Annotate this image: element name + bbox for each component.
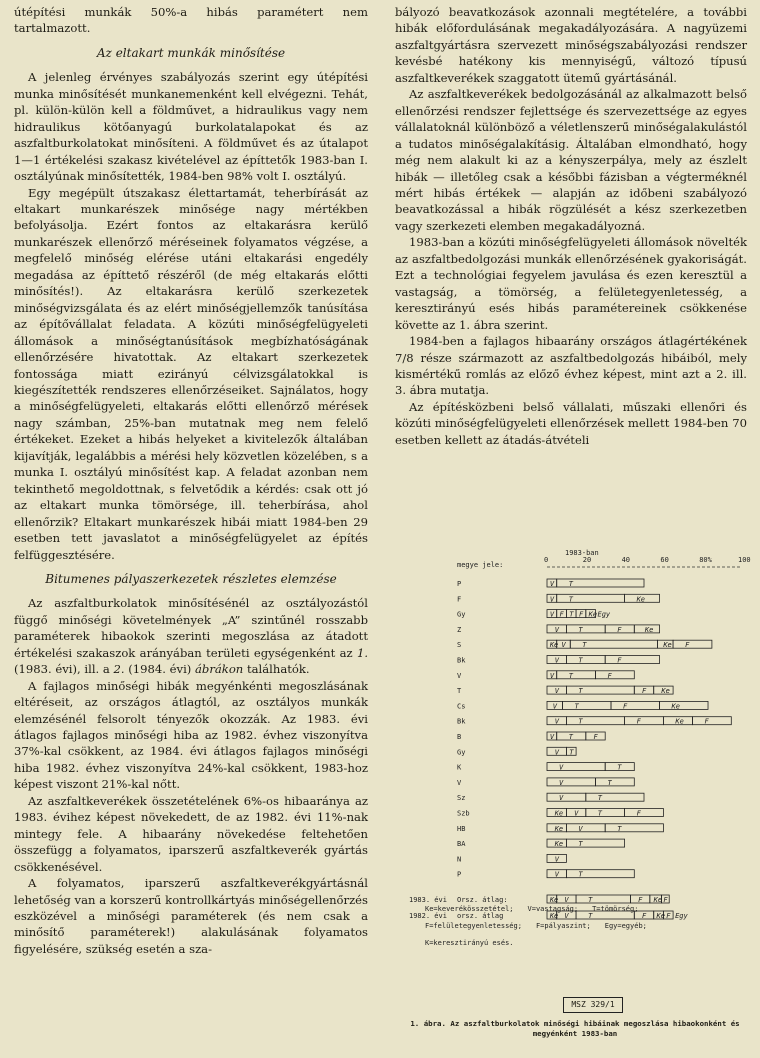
paragraph: A folyamatos, iparszerű aszfaltkeverékgyártásnál lehetőség van a korszerű kontrollkártyás minőségellenőrzés eszközével a minőségi paraméterek (és nem csak a minősítő paraméterek!) alakulásának folyamatos figyelésére, szükség esetén a sza-: [14, 876, 368, 956]
tick-label: 0: [544, 556, 549, 564]
category-label: Gy: [457, 748, 466, 757]
category-label: HB: [457, 824, 466, 833]
bar-segment: [566, 824, 605, 832]
summary-year-label: 1982. évi: [409, 912, 447, 920]
summary-year-label: 1983. évi: [409, 896, 447, 904]
summary-bar-segment-label: F: [663, 896, 668, 904]
legend-row: [425, 939, 745, 947]
figure-ref: ábrákon: [195, 662, 244, 677]
bar-segment: [547, 778, 596, 786]
summary-bar-segment-label: Ke: [549, 896, 559, 904]
category-label: P: [457, 870, 462, 879]
bar-segment: [566, 686, 634, 694]
bar-segment: [547, 763, 605, 771]
bar-segment-label: F: [578, 610, 584, 619]
bar-segment: [566, 656, 605, 664]
summary-label: Orsz. átlag:: [457, 896, 508, 904]
bar-segment: [586, 809, 625, 817]
bar-segment-label: V: [559, 794, 564, 803]
paragraph: Az aszfaltkeverékek összetételének 6%-os hibaaránya az 1983. évihez képest növekedett, de az 1982. évi 11%-nak mintegy fele. A hibaarány növekedése feltehetően összefügg a folyamatos, iparszerű aszfaltkeverék gyártás csökkenésével.: [14, 793, 368, 874]
bar-segment-label: Ke: [554, 840, 564, 849]
category-label: B: [457, 733, 462, 741]
legend-item: Egy=egyéb;: [604, 922, 647, 930]
bar-segment: [563, 701, 612, 709]
tick-label: 40: [621, 556, 631, 564]
bar-segment-label: F: [623, 702, 628, 711]
bar-segment-label: F: [607, 671, 612, 680]
bar-segment-label: Egy: [597, 610, 611, 619]
bar-segment-label: F: [636, 717, 641, 726]
bar-segment-label: V: [554, 687, 559, 696]
bar-segment-label: T: [568, 671, 573, 680]
category-label: Bk: [457, 656, 466, 665]
bar-segment-label: T: [568, 595, 573, 604]
legend-item: Ke=keverékösszetétel;: [425, 905, 514, 913]
bar-segment: [596, 778, 635, 786]
bar-segment-label: Ke: [554, 824, 564, 833]
bar-segment: [566, 870, 634, 878]
bar-segment-label: Ke: [588, 610, 598, 619]
paragraph: Az aszfaltkeverékek bedolgozásánál az alkalmazott belső ellenőrzési rendszer fejlettsége és szervezettsége az egyes vállalatoknál különböző a véletlenszerű minőségalakulástól a tudatos minőségalakításig. Általában elmondható, hogy még nem alakult ki az a kényszerpálya, mely az észlelt hibák — illetőleg csak a későbbi fázisban a végterméknél mért hibás értékek — alapján az időbeni szabályozó beavatkozással a hibák rögzülését a kész szerkezetben vagy szerkezeti elemben megakadályozná.: [395, 87, 747, 233]
category-label: Gy: [457, 610, 466, 619]
legend-item: V=vastagság;: [527, 905, 579, 913]
paragraph: A fajlagos minőségi hibák megyénkénti megoszlásának eltéréseit, az országos átlagtól, az osztályos munkák elemzésénél felsorolt tényezők okozzák. Az 1983. évi átlagos fajlagos minőségi hiba az 1982. évhez viszonyítva 37%-kal csökkent, az 1984. évi átlagos fajlagos minőségi hiba 1982. évhez viszonyítva 24%-kal csökkent, 1983-hoz képest viszont 21%-kal nőtt.: [14, 678, 368, 792]
bar-segment: [693, 717, 732, 725]
bar-segment-label: Ke: [549, 641, 559, 650]
bar-segment: [547, 793, 586, 801]
bar-segment-label: V: [554, 625, 559, 634]
left-column: [14, 4, 368, 957]
summary-label: orsz. átlag: [457, 912, 504, 920]
bar-segment-label: F: [593, 733, 598, 741]
right-column: [395, 4, 747, 448]
bar-segment-label: F: [559, 610, 564, 619]
bar-segment-label: F: [685, 641, 690, 650]
bar-segment-label: Ke: [644, 625, 654, 634]
bar-segment-label: T: [607, 778, 612, 787]
tick-label: 20: [582, 556, 592, 564]
bar-segment-label: V: [549, 733, 555, 741]
bar-segment-label: T: [578, 625, 583, 634]
section-heading-hidden-works: Az eltakart munkák minősítése: [96, 45, 286, 60]
bar-segment-label: T: [578, 870, 583, 879]
paragraph-figures-ref: [14, 595, 368, 677]
summary-bar-segment-label: T: [588, 896, 593, 904]
bar-segment-label: V: [554, 717, 559, 726]
bar-segment-label: Ke: [636, 595, 646, 604]
figure-ref: 1.: [356, 645, 368, 660]
category-label: N: [457, 855, 462, 864]
figure-ref: 2.: [113, 662, 125, 677]
chart-legend: [425, 905, 745, 956]
category-label: P: [457, 580, 462, 588]
bar-segment: [596, 671, 635, 679]
bar-segment: [605, 656, 659, 664]
category-label: T: [457, 687, 462, 696]
bar-segment-label: T: [574, 702, 579, 711]
tick-label: 100: [738, 556, 751, 564]
summary-bar-segment-label: Ke: [653, 896, 663, 904]
bar-segment-label: T: [578, 717, 583, 726]
bar-segment: [566, 717, 624, 725]
bar-segment: [557, 671, 596, 679]
bar-segment-label: Ke: [675, 717, 684, 726]
bar-segment: [566, 839, 624, 847]
bar-segment-label: V: [554, 855, 559, 864]
summary-bar-segment-label: F: [642, 912, 647, 920]
bar-segment-label: T: [617, 763, 622, 772]
bar-segment: [566, 625, 605, 633]
bar-segment-label: Ke: [663, 641, 672, 650]
bar-segment: [605, 824, 663, 832]
category-label: V: [457, 778, 462, 787]
text-run: találhatók.: [243, 662, 310, 677]
bar-segment-label: T: [597, 794, 603, 803]
bar-segment: [660, 701, 709, 709]
summary-bar-segment: [576, 895, 630, 903]
bar-segment-label: V: [549, 610, 555, 619]
bar-segment: [625, 809, 664, 817]
bar-segment-label: F: [642, 687, 647, 696]
bar-segment-label: V: [561, 641, 566, 650]
bar-segment-label: F: [704, 717, 709, 726]
bar-segment-label: V: [549, 595, 555, 604]
standard-stamp: MSZ 329/1: [563, 997, 623, 1013]
bar-segment-label: V: [559, 778, 564, 787]
bar-segment: [557, 594, 625, 602]
bar-segment-label: Ke: [671, 702, 680, 711]
bar-segment-label: T: [569, 748, 574, 757]
bar-segment-label: V: [578, 824, 583, 833]
bar-segment-label: V: [549, 580, 555, 588]
category-label: Sz: [457, 794, 466, 803]
text-run: (1984. évi): [124, 662, 195, 677]
legend-item: F=felületegyenletesség;: [425, 922, 522, 930]
summary-bar-segment-label: F: [638, 896, 643, 904]
bar-segment-label: T: [617, 824, 622, 833]
bar-segment-label: V: [554, 656, 559, 665]
category-label: Bk: [457, 717, 466, 726]
legend-item: F=pályaszint;: [535, 922, 591, 930]
bar-segment-label: T: [578, 840, 583, 849]
chart-title: 1983-ban: [565, 549, 599, 557]
paragraph: Az építésközbeni belső vállalati, műszaki ellenőri és közúti minőségfelügyeleti ellenőrzések mellett 1984-ben 70 esetben kellett az átadás-átvételi: [395, 399, 747, 447]
legend-row: [425, 905, 745, 913]
paragraph: 1983-ban a közúti minőségfelügyeleti állomások növelték az aszfaltbedolgozási munkák ellenőrzésének gyakoriságát. Ezt a technológiai fegyelem javulása és ezen keresztül a vastagság, a tömörség, a felületegyenletesség, a keresztirányú esés hibás paramétereinek csökkenése követte az 1. ábra szerint.: [395, 235, 747, 332]
summary-bar-segment-label: Egy: [675, 912, 688, 920]
bar-segment-label: V: [549, 671, 555, 680]
paragraph: bályozó beavatkozások azonnali megtételére, a további hibák előfordulásának megakadályozására. A nagyüzemi aszfaltgyártásra szervezett minőségszabályozási rendszer kevésbé hatékony kis mennyiségű, változó típusú aszfaltkeverékek szaggatott ütemű gyártásánál.: [395, 5, 747, 85]
paragraph: Egy megépült útszakasz élettartamát, teherbírását az eltakart munkarészek minősége nagy mértékben befolyásolja. Ezért fontos az eltakarásra kerülő munkarészek ellenőrző méréseinek folyamatos végzése, a megfelelő minőség elérése utáni eltakarási engedély megadása az építtető részéről (de még eltakarás előtti minősítés!). Az eltakarásra kerülő szerkezetek minőségvizsgálata és az elért minőségjellemzők tanúsítása az építővállalat feladata. A közúti minőségfelügyeleti állomások a minőségtanúsítások megbízhatóságának ellenőrzésére hivatottak. Az eltakart szerkezetek fontossága miatt ezirányú célvizsgálatokkal is kiegészítették rendszeres ellenőrzéseiket. Sajnálatos, hogy a minőségfelügyeleti, eltakarás előtti ellenőrző mérések nagy számban, 25%-ban mutatnak meg nem felelő értékeket. Ezeket a hibás helyeket a kivitelezők általában kijavítják, legalábbis a mérési hely közvetlen közelében, s a munka I. osztályú minősítést kap. A feladat azonban nem tekinthető megoldottnak, s felvetődik a kérdés: csak ott jó az eltakart munka tömörsége, ill. teherbírása, ahol ellenőrzik? Eltakart munkarészek hibái miatt 1984-ben 29 esetben tett javaslatot a minőségfelügyelet az építés felfüggesztésére.: [14, 185, 368, 562]
category-label: K: [457, 763, 462, 772]
bar-segment-label: V: [552, 702, 557, 711]
bar-segment: [625, 717, 664, 725]
bar-segment-label: T: [568, 733, 573, 741]
legend-row: [425, 922, 745, 930]
figure-caption: 1. ábra. Az aszfaltburkolatok minőségi hibáinak megoszlása hibaokonként és megyénként 1983-ban: [410, 1019, 740, 1038]
bar-segment: [611, 701, 660, 709]
category-label: Cs: [457, 702, 466, 711]
category-label: Szb: [457, 809, 470, 818]
paragraph: 1984-ben a fajlagos hibaarány országos átlagértékének 7/8 része származott az aszfaltbedolgozás hibáiból, mely kismértékű romlás az előző évhez képest, mint azt a 2. ill. 3. ábra mutatja.: [395, 334, 747, 398]
paragraph: útépítési munkák 50%-a hibás paramétert nem tartalmazott.: [14, 5, 368, 36]
bar-segment-label: V: [554, 748, 559, 757]
axis-label: megye jele:: [457, 561, 504, 569]
legend-item: T=tömörség;: [592, 905, 639, 913]
tick-label: 60: [660, 556, 669, 564]
bar-segment-label: T: [569, 610, 574, 619]
summary-bar-segment-label: Ke: [549, 912, 559, 920]
bar-segment: [673, 640, 712, 648]
bar-segment-label: V: [559, 763, 564, 772]
summary-bar-segment-label: T: [588, 912, 593, 920]
section-heading-bituminous: Bitumenes pályaszerkezetek részletes elemzése: [45, 571, 337, 586]
text-run: Az aszfaltburkolatok minősítésénél az osztályozástól függő minőségi követelmények „A” szintűnél rosszabb paraméterek hibaokok szerinti megoszlása az átadott értékelési szakaszok arányában területi egységenként az: [14, 596, 368, 660]
category-label: Z: [457, 625, 462, 634]
bar-segment-label: F: [636, 809, 641, 818]
bar-segment-label: V: [574, 809, 579, 818]
bar-segment-label: T: [578, 687, 583, 696]
text-run: (1983. évi), ill. a: [14, 662, 114, 677]
bar-segment-label: F: [617, 625, 622, 634]
category-label: V: [457, 671, 462, 680]
bar-segment-label: T: [568, 580, 573, 588]
figure-1: [395, 545, 755, 1055]
bar-segment-label: F: [617, 656, 622, 665]
summary-bar-segment-label: V: [564, 896, 569, 904]
legend-item: K=keresztirányú esés.: [425, 939, 514, 947]
summary-bar-segment-label: F: [666, 912, 671, 920]
category-label: S: [457, 641, 462, 650]
bar-segment-label: T: [582, 641, 587, 650]
bar-segment-label: V: [554, 870, 559, 879]
bar-segment-label: T: [578, 656, 583, 665]
summary-bar-segment-label: V: [564, 912, 569, 920]
bar-segment-label: Ke: [554, 809, 564, 818]
tick-label: 80%: [699, 556, 712, 564]
category-label: BA: [457, 840, 466, 849]
paragraph: A jelenleg érvényes szabályozás szerint egy útépítési munka minősítését munkanemenként kell elvégezni. Tehát, pl. külön-külön kell a földművet, a hidraulikus vagy nem hidraulikus kötőanyagú burkolatalapokat és az aszfaltburkolatokat minősíteni. A földművet és az útalapot 1—1 értékelési szakasz kivételével az építtetők 1983-ban I. osztályúnak minősítették, 1984-ben 98% volt I. osztályú.: [14, 70, 368, 184]
bar-segment-label: Ke: [661, 687, 670, 696]
summary-bar-segment-label: Ke: [656, 912, 665, 920]
bar-segment: [586, 793, 644, 801]
bar-segment-label: T: [597, 809, 603, 818]
category-label: F: [457, 595, 462, 604]
